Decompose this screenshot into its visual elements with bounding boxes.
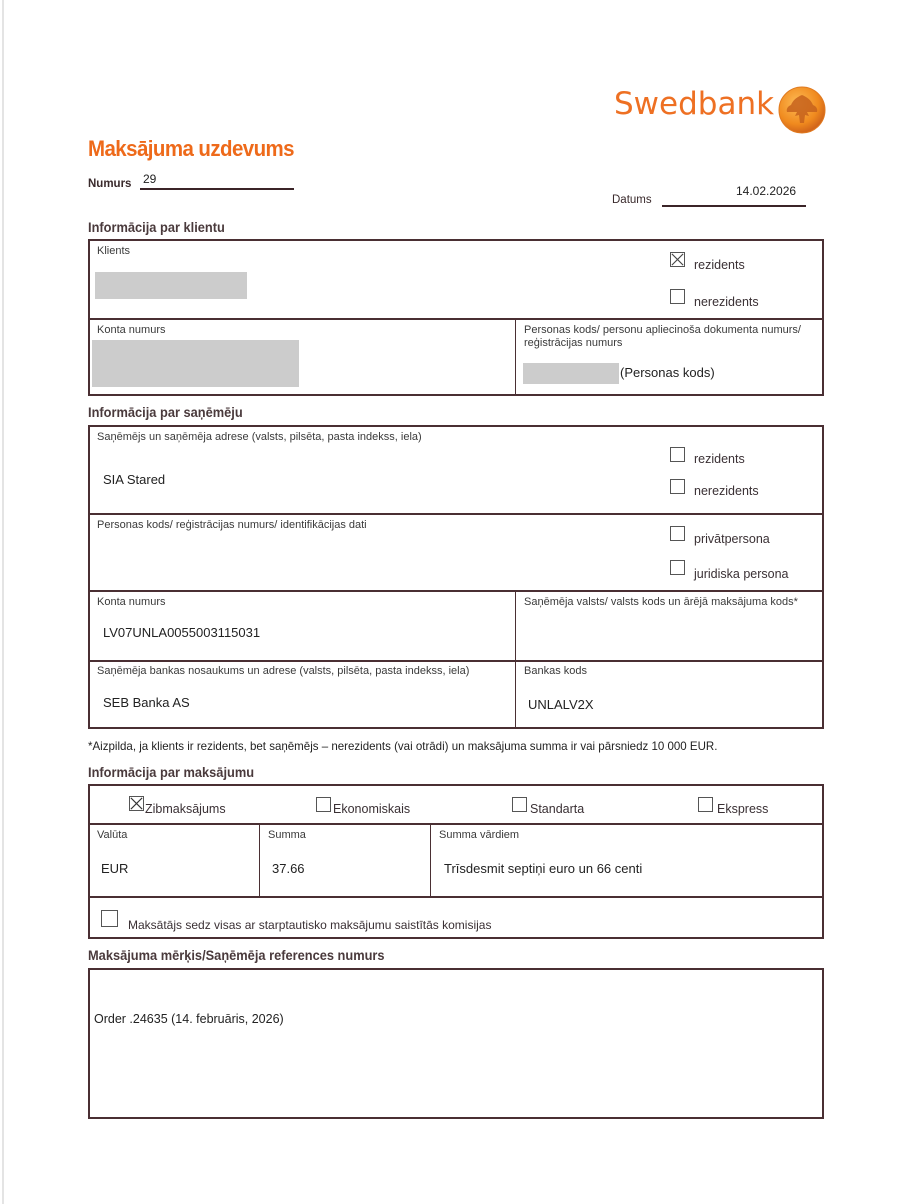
recipient-legal-label: juridiska persona [694,567,789,581]
recipient-bank-code-value[interactable]: UNLALV2X [528,697,594,712]
currency-value[interactable]: EUR [101,861,129,876]
footnote: *Aizpilda, ja klients ir rezidents, bet saņēmējs – nerezidents (vai otrādi) un maksājuma summa ir vai pārsniedz 10 000 EUR. [88,739,718,753]
divider [90,896,822,898]
amount-words-label: Summa vārdiem [439,829,520,841]
fees-checkbox[interactable] [101,910,118,927]
client-resident-checkbox[interactable] [670,252,685,267]
client-nonresident-checkbox[interactable] [670,289,685,304]
number-underline [140,188,294,190]
swedbank-logo-text: Swedbank [614,86,775,122]
recipient-resident-checkbox[interactable] [670,447,685,462]
recipient-bank-label: Saņēmēja bankas nosaukums un adrese (valsts, pilsēta, pasta indekss, iela) [97,665,470,677]
divider [90,513,822,515]
recipient-name-value[interactable]: SIA Stared [103,472,166,487]
recipient-account-value[interactable]: LV07UNLA0055003115031 [103,625,261,640]
fees-label: Maksātājs sedz visas ar starptautisko maksājumu saistītās komisijas [128,918,492,932]
divider [430,825,431,897]
payment-type-ekspress-checkbox[interactable] [698,797,713,812]
recipient-bank-value[interactable]: SEB Banka AS [103,695,190,710]
payment-type-ekonomiskais-label: Ekonomiskais [333,802,411,816]
divider [90,660,822,662]
client-resident-label: rezidents [694,258,745,272]
recipient-bank-code-label: Bankas kods [524,665,587,677]
recipient-country-label: Saņēmēja valsts/ valsts kods un ārējā maksājuma kods* [524,596,798,608]
payment-type-standarta-checkbox[interactable] [512,797,527,812]
divider [90,318,822,320]
recipient-account-label: Konta numurs [97,596,166,608]
payment-type-zibmaksajums-checkbox[interactable] [129,796,144,811]
client-id-label: Personas kods/ personu apliecinoša dokumenta numurs/ reģistrācijas numurs [524,324,801,349]
client-id-redacted [523,363,619,384]
payment-box [88,784,824,939]
divider [90,823,822,825]
payment-section-heading: Informācija par maksājumu [88,765,255,780]
recipient-private-checkbox[interactable] [670,526,685,541]
amount-value[interactable]: 37.66 [272,861,305,876]
date-value[interactable]: 14.02.2026 [736,184,797,198]
page-edge [2,0,4,1204]
swedbank-logo-icon [778,86,826,134]
purpose-section-heading: Maksājuma mērķis/Saņēmēja references numurs [88,948,385,963]
payment-type-standarta-label: Standarta [530,802,585,816]
client-id-suffix: (Personas kods) [620,365,715,380]
recipient-name-label: Saņēmējs un saņēmēja adrese (valsts, pilsēta, pasta indekss, iela) [97,431,422,443]
page-title: Maksājuma uzdevums [88,136,295,161]
purpose-value[interactable]: Order .24635 (14. februāris, 2026) [94,1012,284,1026]
recipient-resident-label: rezidents [694,452,745,466]
payment-type-ekonomiskais-checkbox[interactable] [316,797,331,812]
recipient-nonresident-checkbox[interactable] [670,479,685,494]
payment-type-zibmaksajums-label: Zibmaksājums [145,802,226,816]
number-label: Numurs [88,178,132,190]
recipient-box [88,425,824,729]
currency-label: Valūta [97,829,128,841]
client-label: Klients [97,245,131,257]
client-section-heading: Informācija par klientu [88,220,225,235]
client-account-label: Konta numurs [97,324,166,336]
recipient-section-heading: Informācija par saņēmēju [88,405,243,420]
divider [259,825,260,897]
amount-label: Summa [268,829,306,841]
number-value[interactable]: 29 [143,172,157,186]
amount-words-value[interactable]: Trīsdesmit septiņi euro un 66 centi [444,861,643,876]
client-name-redacted [95,272,247,299]
date-label: Datums [612,194,652,206]
divider [90,590,822,592]
client-nonresident-label: nerezidents [694,295,759,309]
payment-type-ekspress-label: Ekspress [717,802,769,816]
recipient-legal-checkbox[interactable] [670,560,685,575]
client-box [88,239,824,396]
recipient-id-label: Personas kods/ reģistrācijas numurs/ identifikācijas dati [97,519,367,531]
date-underline [662,205,806,207]
purpose-box [88,968,824,1119]
recipient-nonresident-label: nerezidents [694,484,759,498]
divider [515,319,516,396]
recipient-private-label: privātpersona [694,532,770,546]
client-account-redacted [92,340,299,387]
